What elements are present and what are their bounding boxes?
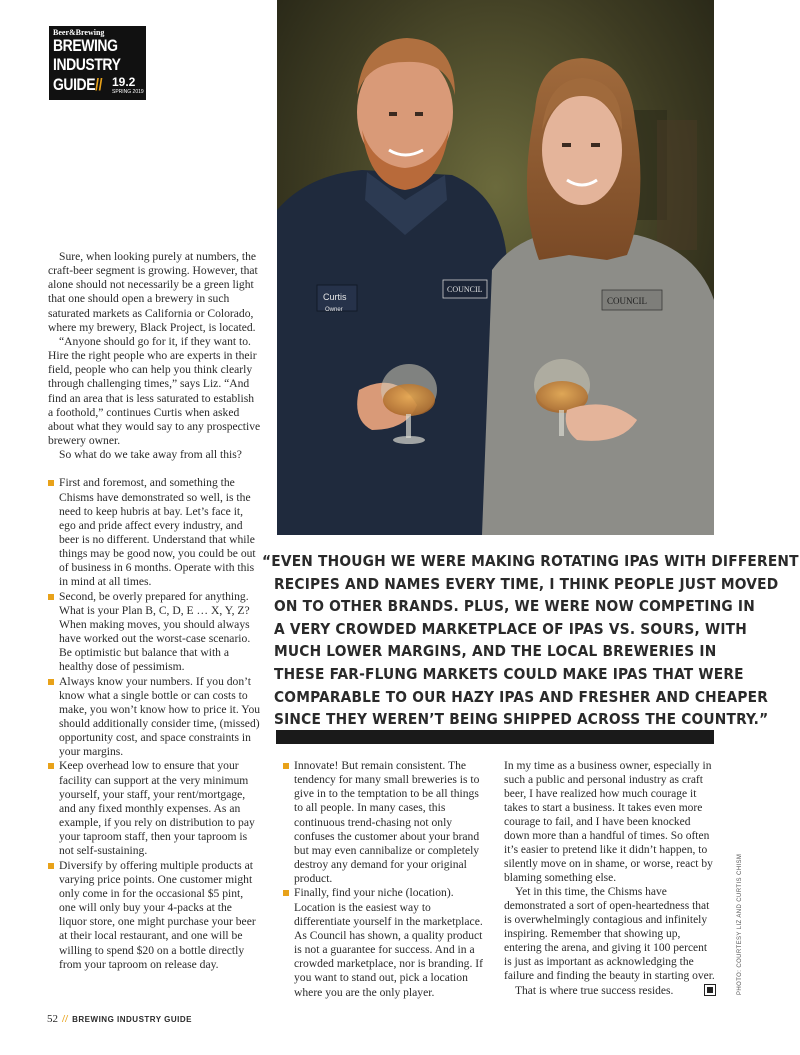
bullet-square-icon	[48, 863, 54, 869]
takeaway-list	[48, 476, 261, 971]
bullet-square-icon	[48, 763, 54, 769]
takeaway-list-continued	[283, 759, 490, 1000]
bullet-square-icon	[48, 594, 54, 600]
paragraph: “Anyone should go for it, if they want to. Hire the right people who are experts in their field, people who can help you think clearly through challenging times,” says Liz. “And find an area that is less saturated to establish a foothold,” continues Curtis when asked about what they would say to any prospective brewery owner.	[48, 334, 261, 448]
masthead-line-1: BREWING	[53, 36, 118, 55]
intro-paragraphs	[48, 250, 261, 462]
masthead-line-3: GUIDE//	[53, 75, 103, 94]
masthead-line-2: INDUSTRY	[53, 55, 121, 74]
article-column-3	[504, 759, 716, 998]
pull-quote-line: COMPARABLE TO OUR HAZY IPAS AND FRESHER AND CHEAPER	[274, 687, 769, 706]
end-of-article-icon	[704, 984, 716, 996]
masthead-logo	[49, 26, 146, 100]
paragraph: That is where true success resides.	[515, 984, 674, 997]
pull-quote	[262, 550, 799, 731]
pull-quote-line: ON TO OTHER BRANDS. PLUS, WE WERE NOW COMPETING IN	[274, 597, 755, 616]
pull-quote-line: “EVEN THOUGH WE WERE MAKING ROTATING IPAS WITH DIFFERENT	[262, 552, 799, 570]
shirt-logo-left: COUNCIL	[447, 285, 483, 294]
masthead-season: SPRING 2019	[112, 89, 144, 95]
page-footer	[47, 1013, 192, 1025]
shirt-title-owner: Owner	[325, 307, 343, 313]
list-item: Always know your numbers. If you don’t know what a single bottle or can costs to make, you won’t know how to price it. You should additionally consider time, (missed) opportunity cost, and space constraints in your margins.	[48, 675, 261, 760]
pull-quote-line: THESE FAR-FLUNG MARKETS COULD MAKE IPAS THAT WERE	[274, 664, 744, 683]
pull-quote-rule	[276, 730, 714, 744]
shirt-logo-right: COUNCIL	[607, 296, 647, 306]
list-item: Keep overhead low to ensure that your facility can support at the very minimum yourself, your staff, your rent/mortgage, and any fixed monthly expenses. As an example, if you rely on distribution to pay your taproom staff, then your taproom is not self-sustaining.	[48, 759, 261, 858]
paragraph: So what do we take away from all this?	[59, 448, 242, 462]
bullet-square-icon	[48, 480, 54, 486]
paragraph: Sure, when looking purely at numbers, the craft-beer segment is growing. However, that alone should not necessarily be a green light that one should open a brewery in such saturated markets as California or Colorado, where my brewery, Black Project, is located.	[48, 250, 258, 334]
paragraph: In my time as a business owner, especially in such a public and personal industry as craft beer, I have realized how much courage it takes to start a business. It takes even more courage to fail, and I have been knocked down more than a handful of times. So often it’s easier to pretend like it didn’t happen, to silently move on in shame, or worse, react by blaming something else.	[504, 760, 713, 885]
feature-photo	[277, 0, 714, 535]
pull-quote-line: SINCE THEY WEREN’T BEING SHIPPED ACROSS THE COUNTRY.”	[274, 710, 769, 729]
footer-title: BREWING INDUSTRY GUIDE	[72, 1015, 193, 1024]
page-number: 52	[47, 1013, 58, 1025]
masthead-issue: 19.2	[112, 75, 136, 89]
photo-illustration	[277, 0, 714, 535]
photo-credit: PHOTO: COURTESY LIZ AND CURTIS CHISM	[737, 853, 743, 995]
pull-quote-line: RECIPES AND NAMES EVERY TIME, I THINK PEOPLE JUST MOVED	[274, 574, 779, 593]
article-column-2	[283, 759, 490, 1000]
shirt-name-curtis: Curtis	[323, 292, 347, 302]
masthead-brand: Beer&Brewing	[53, 28, 105, 37]
list-item: Diversify by offering multiple products at varying price points. One customer might only come in for the occasional $5 pint, one will only buy your 4-packs at the liquor store, one might purchase your beer at their local restaurant, and one will be willing to spend $20 on a bottle directly from your taproom on release day.	[48, 859, 261, 972]
article-column-1	[48, 250, 261, 972]
list-item: First and foremost, and something the Chisms have demonstrated so well, is the need to keep hubris at bay. Let’s face it, ego and pride affect every industry, and beer is no different. Understand that while things may be good now, you could be out of business in 6 months. Operate with this in mind at all times.	[48, 476, 261, 589]
list-item: Second, be overly prepared for anything. What is your Plan B, C, D, E … X, Y, Z? When making moves, you should always have worked out the worst-case scenario. Be optimistic but balance that with a healthy dose of pessimism.	[48, 590, 261, 675]
pull-quote-line: A VERY CROWDED MARKETPLACE OF IPAS VS. SOURS, WITH	[274, 619, 747, 638]
paragraph: Yet in this time, the Chisms have demonstrated a sort of open-heartedness that is overwhelmingly contagious and infinitely inspiring. Remember that showing up, entering the arena, and giving it 100 percent is just as important as acknowledging the failure and finding the beauty in starting over.	[504, 886, 715, 983]
list-item: Finally, find your niche (location). Location is the easiest way to differentiate yourself in the marketplace. As Council has shown, a quality product is not a guarantee for success. And in a crowded marketplace, nor is branding. If you want to stand out, pick a location where you are the only player.	[283, 886, 490, 999]
footer-slashes: //	[62, 1013, 69, 1025]
pull-quote-line: MUCH LOWER MARGINS, AND THE LOCAL BREWERIES IN	[274, 642, 717, 661]
bullet-square-icon	[283, 763, 289, 769]
list-item: Innovate! But remain consistent. The tendency for many small breweries is to give in to the temptation to be all things to all people. In many cases, this continuous trend-chasing not only confuses the customer about your brand but may even cannibalize or completely destroy any demand for your original product.	[283, 759, 490, 886]
bullet-square-icon	[48, 679, 54, 685]
bullet-square-icon	[283, 890, 289, 896]
